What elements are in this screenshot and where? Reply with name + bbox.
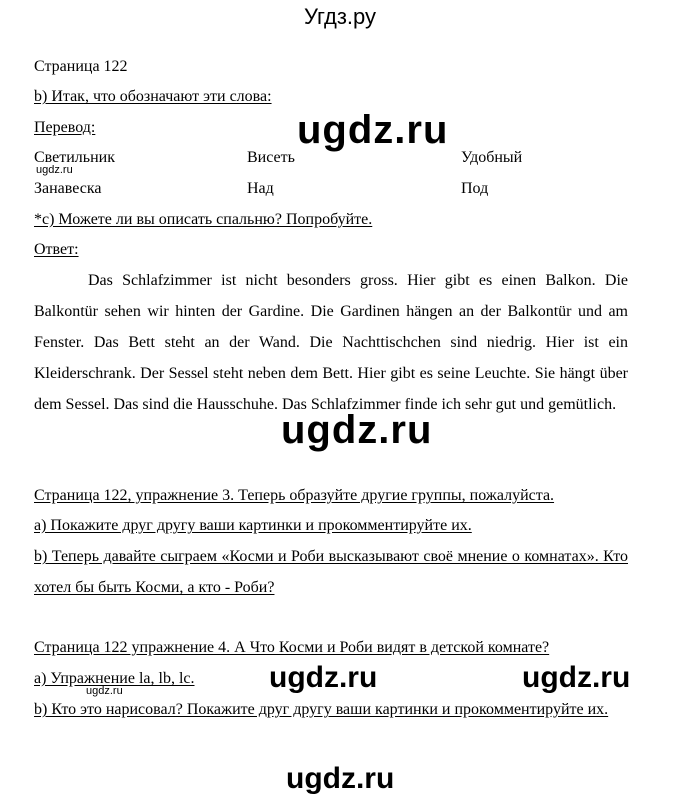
exercise-4-b: b) Кто это нарисовал? Покажите друг другу ваши картинки и прокомментируйте их. <box>34 701 609 718</box>
watermark-small-2: ugdz.ru <box>86 685 123 697</box>
site-title: Угдз.ру <box>303 4 377 29</box>
translation-label: Перевод: <box>34 119 96 136</box>
word-above: Над <box>247 180 274 197</box>
watermark-footer: ugdz.ru <box>286 762 395 795</box>
exercise-4-heading: Страница 122 упражнение 4. А Что Косми и Роби видят в детской комнате? <box>34 639 550 656</box>
page-heading: Страница 122 <box>34 58 128 75</box>
word-comfortable: Удобный <box>461 149 523 166</box>
watermark-small-1: ugdz.ru <box>36 164 73 176</box>
watermark-bottom-left: ugdz.ru <box>269 661 378 694</box>
word-hang: Висеть <box>247 149 295 166</box>
question-c: *c) Можете ли вы описать спальню? Попробуйте. <box>34 211 373 228</box>
question-b: b) Итак, что обозначают эти слова: <box>34 88 272 105</box>
watermark-middle: ugdz.ru <box>281 408 433 452</box>
watermark-bottom-right: ugdz.ru <box>522 661 631 694</box>
word-lamp: Светильник <box>34 149 115 166</box>
exercise-3-a: a) Покажите друг другу ваши картинки и прокомментируйте их. <box>34 517 472 534</box>
exercise-4-a: a) Упражнение la, lb, lc. <box>34 670 195 687</box>
answer-label: Ответ: <box>34 241 79 258</box>
exercise-3-heading: Страница 122, упражнение 3. Теперь образуйте другие группы, пожалуйста. <box>34 487 555 504</box>
word-curtain: Занавеска <box>34 180 102 197</box>
answer-text: Das Schlafzimmer ist nicht besonders gross. Hier gibt es einen Balkon. Die Balkontür sehen wir hinten der Gardine. Die Gardinen hängen an der Balkontür und am Fenster. Das Bett steht an der Wand. Die Nachttischchen sind niedrig. Hier ist ein Kleiderschrank. Der Sessel steht neben dem Bett. Hier gibt es seine Leuchte. Sie hängt über dem Sessel. Das sind die Hausschuhe. Das Schlafzimmer finde ich sehr gut und gemütlich. <box>34 272 628 413</box>
word-below: Под <box>461 180 489 197</box>
exercise-3-b: b) Теперь давайте сыграем «Косми и Роби высказывают своё мнение о комнатах». Кто хотел бы быть Косми, а кто - Роби? <box>34 548 628 596</box>
watermark-top: ugdz.ru <box>297 108 449 152</box>
